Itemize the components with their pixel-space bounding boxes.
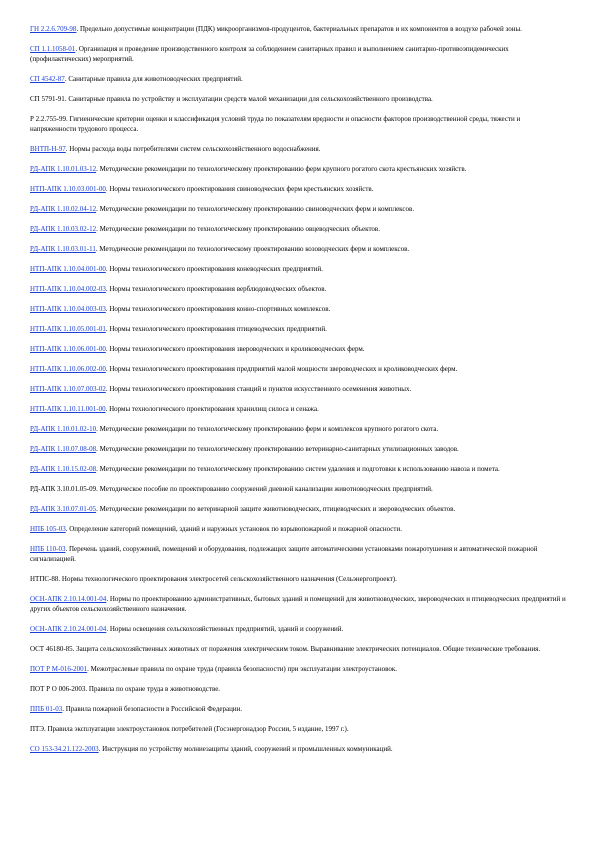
document-entry — [30, 404, 566, 414]
standard-description: . Инструкция по устройству молниезащиты зданий, сооружений и промышленных коммуникаций. — [98, 745, 393, 753]
standard-description: . Санитарные правила для животноводческих предприятий. — [64, 75, 243, 83]
standard-description: . Правила пожарной безопасности в Российской Федерации. — [62, 705, 243, 713]
standard-code: СП 5791-91 — [30, 95, 65, 103]
document-entry — [30, 464, 566, 474]
document-entry — [30, 594, 566, 614]
document-entry — [30, 574, 566, 584]
standard-code-link[interactable]: НТП-АПК 1.10.07.003-02 — [30, 385, 106, 393]
standard-description: . Перечень зданий, сооружений, помещений и оборудования, подлежащих защите автоматическими установками пожаротушения и автоматической пожарной сигнализацией. — [30, 545, 538, 563]
standard-description: . Правила эксплуатации электроустановок потребителей (Госэнергонадзор России, 5 издание, 1997 г.). — [43, 725, 349, 733]
standard-description: . Правила по охране труда в животноводстве. — [85, 685, 221, 693]
standard-code-link[interactable]: РД-АПК 1.10.07.08-08 — [30, 445, 97, 453]
document-entry — [30, 484, 566, 494]
document-entry — [30, 744, 566, 754]
standard-description: . Защита сельскохозяйственных животных от поражения электрическим током. Выравнивание электрических потенциалов. Общие технические требования. — [72, 645, 541, 653]
document-entry — [30, 94, 566, 104]
standard-code: ПОТ Р О 006-2003 — [30, 685, 86, 693]
standard-code-link[interactable]: СП 1.1.1058-01 — [30, 45, 76, 53]
document-entry — [30, 114, 566, 134]
standard-code: ПТЭ — [30, 725, 44, 733]
standard-code-link[interactable]: РД-АПК 1.10.01.02-10 — [30, 425, 97, 433]
document-entry — [30, 504, 566, 514]
standard-description: . Нормы технологического проектирования предприятий малой мощности звероводческих и кролиководческих ферм. — [105, 365, 458, 373]
standard-code-link[interactable]: РД-АПК 1.10.03.02-12 — [30, 225, 97, 233]
document-entry — [30, 664, 566, 674]
document-entry — [30, 524, 566, 534]
standard-description: . Предельно допустимые концентрации (ПДК) микроорганизмов-продуцентов, бактериальных препаратов и их компонентов в воздухе рабочей зоны. — [76, 25, 522, 33]
standard-description: . Нормы технологического проектирования верблюдоводческих объектов. — [105, 285, 327, 293]
document-entry — [30, 644, 566, 654]
standard-code-link[interactable]: СП 4542-87 — [30, 75, 65, 83]
document-page — [30, 24, 566, 764]
standard-code: Р 2.2.755-99 — [30, 115, 66, 123]
standard-code-link[interactable]: ВНТП-Н-97 — [30, 145, 66, 153]
standard-description: . Методические рекомендации по технологическому проектированию ферм и комплексов крупного рогатого скота. — [96, 425, 439, 433]
standard-description: . Санитарные правила по устройству и эксплуатации средств малой механизации для сельскохозяйственного производства. — [64, 95, 433, 103]
standard-code-link[interactable]: НТП-АПК 1.10.06.002-00 — [30, 365, 106, 373]
document-entry — [30, 204, 566, 214]
standard-description: . Методические рекомендации по технологическому проектированию систем удаления и подготовки к использованию навоза и помета. — [96, 465, 500, 473]
standard-code: ОСТ 46180-85 — [30, 645, 73, 653]
standard-code-link[interactable]: НТП-АПК 1.10.05.001-01 — [30, 325, 106, 333]
standard-description: . Межотраслевые правила по охране труда (правила безопасности) при эксплуатации электроустановок. — [87, 665, 398, 673]
standard-description: . Методическое пособие по проектированию сооружений дневной канализации животноводческих предприятий. — [96, 485, 433, 493]
standard-code-link[interactable]: РД-АПК 1.10.03.01-11 — [30, 245, 96, 253]
standard-code-link[interactable]: РД-АПК 1.10.02.04-12 — [30, 205, 97, 213]
standard-code-link[interactable]: ПОТ Р М-016-2001 — [30, 665, 88, 673]
standard-code-link[interactable]: ОСН-АПК 2.10.14.001-04 — [30, 595, 107, 603]
standard-code: РД-АПК 3.10.01.05-09 — [30, 485, 97, 493]
standard-description: . Нормы освещения сельскохозяйственных предприятий, зданий и сооружений. — [106, 625, 344, 633]
standard-code-link[interactable]: НПБ 110-03 — [30, 545, 66, 553]
standard-description: . Нормы технологического проектирования свиноводческих ферм крестьянских хозяйств. — [105, 185, 374, 193]
standard-code-link[interactable]: НТП-АПК 1.10.04.003-03 — [30, 305, 106, 313]
standard-description: . Методические рекомендации по технологическому проектированию овцеводческих объектов. — [96, 225, 380, 233]
document-entry — [30, 304, 566, 314]
document-entry — [30, 44, 566, 64]
document-entry — [30, 184, 566, 194]
standard-description: . Гигиенические критерии оценки и классификация условий труда по показателям вредности и опасности факторов производственной среды, тяжести и напряженности трудового процесса. — [30, 115, 521, 133]
standard-description: . Нормы технологического проектирования звероводческих и кролиководческих ферм. — [105, 345, 365, 353]
standard-code-link[interactable]: НПБ 105-03 — [30, 525, 66, 533]
standard-code-link[interactable]: СО 153-34.21.122-2003 — [30, 745, 99, 753]
standard-description: . Определение категорий помещений, зданий и наружных установок по взрывопожарной и пожарной опасности. — [65, 525, 402, 533]
document-entry — [30, 74, 566, 84]
document-entry — [30, 324, 566, 334]
standard-description: . Нормы технологического проектирования станций и пунктов искусственного осеменения животных. — [105, 385, 412, 393]
document-entry — [30, 624, 566, 634]
document-entry — [30, 244, 566, 254]
document-entry — [30, 444, 566, 454]
standard-description: . Методические рекомендации по технологическому проектированию ветеринарно-санитарных утилизационных заводов. — [96, 445, 459, 453]
standard-description: . Методические рекомендации по технологическому проектированию свиноводческих ферм и комплексов. — [96, 205, 415, 213]
standard-description: . Организация и проведение производственного контроля за соблюдением санитарных правил и выполнением санитарно-противоэпидемических (профилактических) мероприятий. — [30, 45, 509, 63]
standard-description: . Нормы технологического проектирования хранилищ силоса и сенажа. — [105, 405, 319, 413]
standard-code-link[interactable]: НТП-АПК 1.10.04.002-03 — [30, 285, 106, 293]
document-entry — [30, 684, 566, 694]
document-entry — [30, 384, 566, 394]
standard-description: . Методические рекомендации по технологическому проектированию козоводческих ферм и комплексов. — [95, 245, 410, 253]
document-entry — [30, 724, 566, 734]
standard-code-link[interactable]: НТП-АПК 1.10.06.001-00 — [30, 345, 106, 353]
document-entry — [30, 424, 566, 434]
standard-code: НТПС-88 — [30, 575, 59, 583]
document-entry — [30, 164, 566, 174]
standard-code-link[interactable]: НТП-АПК 1.10.04.001-00 — [30, 265, 106, 273]
standard-code-link[interactable]: НТП-АПК 1.10.11.001-00 — [30, 405, 106, 413]
document-entry — [30, 264, 566, 274]
standard-code-link[interactable]: РД-АПК 1.10.15.02-08 — [30, 465, 97, 473]
document-entry — [30, 144, 566, 154]
document-entry — [30, 224, 566, 234]
document-entry — [30, 544, 566, 564]
standard-description: . Нормы технологического проектирования коневодческих предприятий. — [105, 265, 323, 273]
standard-description: . Методические рекомендации по ветеринарной защите животноводческих, птицеводческих и звероводческих объектов. — [96, 505, 456, 513]
document-entry — [30, 364, 566, 374]
standard-code-link[interactable]: ГН 2.2.6.709-98 — [30, 25, 77, 33]
standard-code-link[interactable]: ППБ 01-03 — [30, 705, 63, 713]
document-entry — [30, 284, 566, 294]
standard-code-link[interactable]: НТП-АПК 1.10.03.001-00 — [30, 185, 106, 193]
standard-description: . Нормы технологического проектирования электросетей сельскохозяйственного назначения (Сельэнергопроект). — [58, 575, 397, 583]
standard-description: . Нормы технологического проектирования конно-спортивных комплексов. — [105, 305, 331, 313]
standard-code-link[interactable]: РД-АПК 3.10.07.01-05 — [30, 505, 97, 513]
document-entry — [30, 344, 566, 354]
standard-code-link[interactable]: РД-АПК 1.10.01.03-12 — [30, 165, 97, 173]
standard-description: . Нормы по проектированию административных, бытовых зданий и помещений для животноводческих, звероводческих и птицеводческих предприятий и других объектов сельскохозяйственного назначения. — [30, 595, 566, 613]
document-entry — [30, 704, 566, 714]
standard-code-link[interactable]: ОСН-АПК 2.10.24.001-04 — [30, 625, 107, 633]
document-entry — [30, 24, 566, 34]
standard-description: . Нормы расхода воды потребителями систем сельскохозяйственного водоснабжения. — [65, 145, 321, 153]
standard-description: . Нормы технологического проектирования птицеводческих предприятий. — [105, 325, 327, 333]
standard-description: . Методические рекомендации по технологическому проектированию ферм крупного рогатого скота крестьянских хозяйств. — [96, 165, 467, 173]
